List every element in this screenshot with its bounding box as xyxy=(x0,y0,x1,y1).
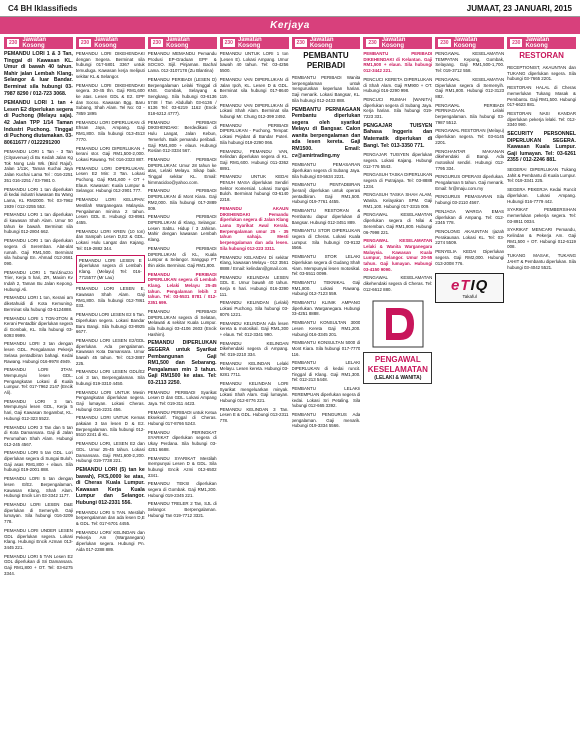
classified-ad: PEMANDU PERIBADI DIPERLUKAN segera di Selatan, Melawati & sekitar Kuala Lumpur. Sila hubungi 03-4106 2603 (Encik Hashim). xyxy=(147,308,217,337)
classified-ad: PEMANDU PERIBADI DIPERLUKAN di KL, Kuala Lumpur & Selangor. Sanggup FT thin aktiv. Berminat. Gaji RM1,800. xyxy=(147,245,217,268)
page-date: JUMAAT, 23 JANUARI, 2015 xyxy=(466,3,572,13)
classified-ad: PEMANDU KELANDAI Di sekitar Klang, kawasan Melayu - 012 3561 8888 / Email: kelindan@gmail.com. xyxy=(219,254,289,271)
column-header xyxy=(292,37,361,49)
classified-ad: PENGAWAL RESTORAN (Melayu) diperlukan segera. Tel: 03-6145 2201. xyxy=(435,128,505,145)
classified-ad: PENGAWAL KESELAMATAN TEMPATAN Kepong, Gombak, Selayang. Gaji RM1,500-1,700. Tel: 019-3712 558. xyxy=(435,51,505,74)
classified-ad: PEMANDU KELINDAN LESEN GDL E. Umur bawah 40 tahun. Kerja 6 hari. Hubungi 016-3390 111. xyxy=(219,274,289,297)
category-code: 230 xyxy=(9,40,18,46)
classified-ad: PEMANDU LORI DIPERLUKAN di Ehsan Jaya, Ampang. Gaji RM1,800. Sila hubungi 013-4513 7770. xyxy=(75,119,145,142)
classified-ad: PEMANDU PERIBADI DIPERLUKAN di Mont Kiara. Gaji RM2,000. Sila hubungi 017-2889 009. xyxy=(147,188,217,211)
classified-ad: PEMANDU KELINDAN Ada lesen kereta & motosikal. Gaji RM1,300 + elaun. Tel: 012-3341 990. xyxy=(219,320,289,337)
classified-column-2 xyxy=(76,37,145,733)
classified-ad: PEMANDU LORI 3 tan. Mempunyai lesen GDL, Kerja 5 hari, Gaji Kawasan Segambut, KL. Hubungi 012-323 5522. xyxy=(4,398,73,421)
classified-ad: RECEPTIONIST, AKAUNTAN dan TUKANG diperlukan segera. Sila hubungi 03-7665 2201. xyxy=(507,65,576,82)
classified-ad: PEMANDU LORI 1 tan diperlukan segera di Seremban. Alat-alat rumah. Gaji RM1,500. Berminat sila hubungi En. Ahmad 012-2661 090. xyxy=(4,238,73,266)
classified-ad: PEMANDU LORI UNDER LESEN GDL diperlukan segera. Lokasi Klang. Hubungi Encik Azman 013-3445 221. xyxy=(4,527,73,550)
category-title: Jawatan Kosong xyxy=(22,37,47,49)
classified-ad: PENOLONG AKAUNTAN Ijazah Perakaunan. Lokasi KL. Tel: 03-2274 5509. xyxy=(435,228,505,246)
classified-ad: SYARIKAT MENCARI Pemandu, Kelindan & Pekerja Am. Gaji RM1,500 + OT. Hubungi 012-6119 008. xyxy=(507,227,576,250)
column-header xyxy=(148,37,217,49)
classified-ad: PEMANDU LORI 3 tan dengan lesen GDL. Pengalaman Pekerja Selasa pentadbiran bahagi. Kedai Rawang. Hubungi 016-9978 4949. xyxy=(4,341,73,364)
classified-ad: SEGERA PEKERJA Kedai Runcit diperlukan. Lokasi Ampang. Hubungi 016-7779 442. xyxy=(507,187,576,204)
page-label: C4 BH Iklassifieds xyxy=(8,3,78,13)
category-title: Jawatan Kosong xyxy=(525,37,550,49)
column-header xyxy=(435,37,504,49)
classified-ad: PEMANDU LORI 3TAN. Mempunyai lesen GDL. Pengangkutan Lokasi di Kuala Lumpur. Tel: 017-7962 2147 (Encik Ali). xyxy=(4,367,73,396)
classified-ad: PEMANDU LORI 1 tan diperlukan di kawasan Shah Alam. Umur 50 tahun ke bawah. Berminat sila hubungi 012-2804 662. xyxy=(4,212,73,235)
classified-ad: PEMANDU LORI 3 Tan dan 5 tan di Kota Damansara. Gaji di Jalan Perumahan Shah Alam. Hubungi 012-245 4567. xyxy=(4,424,73,447)
category-title: Jawatan Kosong xyxy=(381,37,406,49)
classified-ad: PEMBANTU PERIBADI DIKEHENDAKI di Kelantan. Gaji RM1,500 + elaun. Sila hubungi 012-3442 221. xyxy=(363,51,433,74)
category-code: 230 xyxy=(296,40,305,46)
category-title: Jawatan Kosong xyxy=(166,37,190,49)
classified-ad: PEMANDU LORI 1 tan diperlukan di kedai industri kawasan Bu Wang Lama, KL RM2000. Tel: 03-7962 1939 / 012-2255 552. xyxy=(4,186,73,209)
classified-ad: PEMANDU LORI 1 & 3 Tan, Tinggal di Kawasan KL. Umur di bawah 40 tahun. Mahir jalan Lembah Klang, Selangor & luar Bandar. Berminat sila hubungi 03-7987 8290 / 012-723 3068. xyxy=(4,51,73,97)
classified-ad: PEMANDU PERIBADI untuk Ketua Eksekutif. Tinggal di Cheras. Hubungi 017-8766 5243. xyxy=(147,409,217,427)
classified-ad: PENGURUS OPERASI diperlukan. Pengalaman 5 tahun. Gaji menarik. Email: hr@maju.com.my xyxy=(435,174,505,191)
category-code: 230 xyxy=(368,40,377,46)
category-title: Jawatan Kosong xyxy=(94,37,118,49)
classified-ad: PEMANDU LORI DIPERLUKAN + kerani stor. Gaji RM1,500-2,000. Lokasi Rawang. Tel: 016-2323 887. xyxy=(75,145,145,162)
ad-list xyxy=(4,49,73,579)
classified-column-4 xyxy=(220,37,289,733)
classified-ad: PEMANDU MEMANDU Pemandu Produsi EP-Graduan EPF & SOCSO. Sijil. Pinjaman. Bachal Lama. 012-3107178 (Zu Blantina) xyxy=(147,51,217,74)
classified-ad: PEMANDU LORI LESEN D&E diperlukan di Semenyih. Gaji lumayan. Sila hubungi 016-3209 778. xyxy=(4,501,73,525)
classified-ad: PEMANDU LORI 5 tan dengan lesen E/E2. Berpengalaman. Kawasan Klang, Shah Alam. Hubungi Encik Lim 03-3342 1177. xyxy=(4,476,73,499)
classified-column-1 xyxy=(4,37,73,733)
classified-ad: PENGURUS PEMASARAN Sila hubungi 03-2110 4567. xyxy=(435,194,505,206)
classified-ad: PEMBANTU PERNIAGAAN Pembantu diperlukan segera oleh syarikat Melayu di Bangsar. Calon wanita berpengalaman dan ada lesen kereta. Gaji RM1500. Email: cv@amirtrading.my xyxy=(291,106,361,159)
etiq-logo xyxy=(439,277,500,294)
column-header xyxy=(363,37,432,49)
classified-ad: PENGAJAR TUISYEN Bahasa Inggeris dan Matematik diperlukan di Bangi. Tel: 013-3350 771. xyxy=(363,122,433,149)
column-header xyxy=(507,37,576,49)
classified-ad: PEMANDU, PEMANDU VAN, Kelindan diperlukan segera di KL. Gaji RM1,600. Hubungi 011-3362 8891. xyxy=(219,148,289,171)
classified-ad: PEMANDU LORI 5 TAN Lesen E2 GDL diperlukan di Sri Damansara. Gaji RM1,800 + OT. Tel: 03-6275 3344. xyxy=(4,553,73,576)
classified-ad: PEMANDU PERIBADI DIPERLUKAN di Klang, Selangor. Lesen Sabtu. Hidup / 3 Jahiran. Mahir dengan kawasan Lembah Klang. xyxy=(147,214,217,243)
category-code: 230 xyxy=(440,40,449,46)
classified-ad: PEMANDU AKAUN DIKEHENDAKI Pemandu diperlukan segera di Jalan Klang Lama Syarikat Awal Kerala. Berpengalaman umur 25 - 35 tahun sahaja. Mesti berpengalaman dan ada lesen. Sila hubungi 012-223 3311. xyxy=(219,205,289,251)
classified-ad: PEMANDU KELINDAN LORI Syarikat mengeluarkan minyak. Lokasi Shah Alam. Gaji lumayan. Hubungi 012-6776 221. xyxy=(219,380,289,403)
ad-list xyxy=(148,49,217,522)
column-header xyxy=(220,37,289,49)
classified-ad: PEMBANTU STOR DIPERLUKAN segera di Cheras. Lokasi Kuala Lumpur. Sila hubungi 03-9132 5566. xyxy=(291,228,361,251)
classified-ad: PEMANDU LORI DIKEHENDAKI segera. 30-45 thn. Gaji RM1,600 ke atas. Lesen GDL & E2. EPF dan Socso. Kawasan Bgg. Baru Subang, Shah Alam. Tel No: 03 - 7859 1895 xyxy=(75,82,145,117)
classified-ad: PEMANDU LORI LESEN E2 5 Tan. Diperlukan segera. Lokasi Bandar Baru Bangi. Sila hubungi 03-8925 6677. xyxy=(75,312,145,335)
classified-column-7 xyxy=(435,37,504,733)
pengawal-logo-icon xyxy=(372,300,424,348)
classified-ad: PEMBANTU PENTADBIRAN (kerani) diperlukan untuk operasi pentadbiran. Gaji RM1,500. Hubungi 019-7761 4455. xyxy=(291,182,361,205)
classified-ad: PEMANDU LORI 1 TON-3TON & Kerani Pentadbir diperlukan segera di Gombak, KL. Sila hubungi 03-6093 9999. xyxy=(4,315,73,338)
classified-ad: RESTORAN NASI KANDAR diperlukan pekerja lelaki. Tel: 012-3340 990. xyxy=(507,110,576,128)
classified-ad: PEMANDU PERIBADI DIPERLUKAN - Puchong. Tempat: Lokasi Pejabat di Bandar Puteri. Sila hubungi 019-2290 066. xyxy=(219,122,289,145)
classified-ad: PEMANDU TEKSI diperlukan segera di Gombak. Gaji RM1,200. Hubungi 019-2345 221. xyxy=(147,481,217,498)
classified-ad: PEMANDU LORI (5) tan ke bawah), FKS,0000 ke atas, di Cheras Kuala Lumpur. Kawasan Kerja Kuala Lumpur dan Selangor. Hubungi 012-2331 556. xyxy=(75,467,145,506)
pengawal-title: PENGAWAL KESELAMATAN xyxy=(367,354,428,374)
classified-ad: PEMBANTU PERIBADI Wanita berpengalaman untuk menguruskan keperluan harian. Gaji menarik. Lokasi Bangsar, KL. Sila hubungi 012-2433 888. xyxy=(291,75,361,103)
classified-ad: PEMANDU VAN DIPERLUKAN di Jalan Ipoh, KL. Lesen D & GDL. Berminat sila hubungi 017-8640 119. xyxy=(219,76,289,99)
classified-ad: PEMBANTU RESTORAN & Pembantu dapur diperlukan di Bangsar. Hubungi 012-3451 889. xyxy=(291,208,361,225)
etiq-advert xyxy=(435,273,504,303)
category-code: 230 xyxy=(152,40,162,46)
pengawal-banner xyxy=(363,352,432,384)
classified-ad: PENYELIA KEDAI Diperlukan segera. Gaji RM2,000. Hubungi 013-2008 776. xyxy=(435,249,505,266)
classified-ad: PENGASUH TASKA SHAH ALAM, Wanita. Kelayakan SPM. Gaji RM1,100. Hubungi 017-3315 009. xyxy=(363,192,433,209)
classified-ad: SECURITY PERSONNEL DIPERLUKAN SEGERA. Kawasan Kuala Lumpur. Gaji lumayan. Tel: 03-6261 2355 / 012-2246 881. xyxy=(507,131,576,164)
classified-ad: SYARIKAT PEMBERSIHAN memerlukan pekerja segera. Tel: 03-8911 0034. xyxy=(507,207,576,224)
category-title: Jawatan Kosong xyxy=(309,37,334,49)
classified-ad: PEMANDU DIPERLUKAN SEGERA untuk Syarikat Pembangunan Gaji RM1,500 dan Sebarang. Pengalaman min 3 tahun. Gaji RM1500 ke atas. Tel: 03-2113 2250. xyxy=(147,340,217,386)
classified-ad: PEMBANTU KONSULTAN 5000 di Mont Kiara. Sila hubungi 017-7770 116. xyxy=(291,340,361,357)
classified-ad: PEMANDU LORI DIPERLUKAN. Lesen E2 Min: 3 Tan. Lokasi Puchong. Gaji RM1,600 + OT + Elaun. Kawasan: Kuala Lumpur & Selangor. Hubungi 012-2901 777. xyxy=(75,165,145,194)
etiq-logo-b: IQ xyxy=(470,277,489,295)
category-code: 230 xyxy=(80,40,90,46)
classified-ad: PEMANDU LORI 1 ton, Kerani am diketahuidi di Kota Kemuning. Berminat sila hubungi 03-5124888. xyxy=(4,295,73,312)
classified-ad: PEMANDU LORI 1 Tan - 3 Tan (Cityavenue) di Bu Kedah Jalan Kg Tok Nong Lalo Wk. (Bird Rajul). Jalan 1/11K, Taman Kuchai Jaya Jalan Kuchai Lama Tel : 016-2251 351 016-2251 / 03-7981 0. xyxy=(4,149,73,183)
classified-ad: PEMANDU LORI KELUPAN: Mestilah Warganegara Malaysia. Pengalaman minima 2 tahun. Lesen GDL E. Hubungi 03-8961 4455. xyxy=(75,197,145,225)
classified-ad: PEMANDU PERIBADI DIPERLUKAN: Umur 28 tahun ke atas, Lelaki Melayu. Sikap baik. Tinggal sekitar KL. Email: himmacidoo@yahoo.com. xyxy=(147,156,217,185)
classified-ad: PEMANDU PERIBADI DIKEHENDAKI: Berdedikasi di Hulu Langat, Jalan Kebun, Temerloh. Baik pemandu peribadi. Gaji RM1,800 + elaun. Hubungi Roslan 012-3334 567. xyxy=(147,119,217,154)
classified-ad: PEMANDU KELINDAN (Lelaki) Lokasi Puchong. Sila hubungi 03-8076 1221. xyxy=(219,300,289,317)
classified-ad: PEMANDU PERIBADI (LESEN D) Berpengalaman Lelaki Tinggal di KNS. Gombak, Selayang & Sengkang. Sila hubungi 03-6136 5748 / Tan Abdullah 03-6136 / 6136 Tel: 03-6219 1162 (Encik 018-6212 4777). xyxy=(147,76,217,117)
classified-ad: PEMANDU LORI LESEN GDL/E2 Lori 3 tan, Berpengalaman. Sila hubungi 019-3310 4450. xyxy=(75,369,145,386)
classified-ad: PEMBANTU KLINIK AMPANG diperlukan. Warganegara. Hubungi 03-4251 8888. xyxy=(291,300,361,317)
classified-ad: PENCUCI RUMAH (WANITA) diperlukan segera di Subang Jaya. Kerja harian. Sila hubungi 019-7223 331. xyxy=(363,96,433,120)
category-subheading: RESTORAN xyxy=(519,51,564,60)
classified-ad: PEMBANTU LELAKI/ PEREMPUAN diperlukan segera di kedai. Lokasi Sri Petaling. Sila hubungi 012-665 3392. xyxy=(291,386,361,409)
classified-ad: PEMANDU VAN DIPERLUKAN di Lokasi Shah Alam. Berminat sila hubungi Mr. Chung 012-399 2492. xyxy=(219,102,289,120)
classified-ad: PEMANDU SYARIKAT Mestilah mempunyai Lesen D & GDL. Sila hubungi Encik Azmi 012-6502 3341. xyxy=(147,455,217,478)
pengawal-subtitle: (LELAKI & WANITA) xyxy=(374,374,422,381)
classified-column-3 xyxy=(148,37,217,733)
classified-ad: PEMANDU LORI UNTUK Kemas pakaian 3 tan lesen D & E2. Berpengalaman. Sila hubungi 012-5510 2241 di KL. xyxy=(75,415,145,438)
category-subheading: PEMBANTU PERIBADI xyxy=(303,51,349,70)
classified-ad: PEMBANTU LELAKI DIPERLUKAN di kedai runcit. Tinggal di Klang. Gaji RM1,300. Tel: 012-213 5448. xyxy=(291,360,361,383)
classified-ad: TUKANG MASAK, TUKANG JAHIT & Pembantu diperlukan. Sila hubungi 03-4042 5521. xyxy=(507,253,576,270)
etiq-logo-a: eT xyxy=(451,277,471,295)
classified-ad: PEMBANTU TEKNIKAL Gaji RM1,800. Lokasi Rawang. Hubungi 012-7123 559. xyxy=(291,279,361,297)
classified-ad: PEMBANTU KONSULTAN 3000 Lesen Kereta Gaji RM1,200. Hubungi 016-3345 201. xyxy=(291,320,361,337)
classified-ad: PEMANDU TRELER 2 Tan, SJL di Selangor. Berpengalaman. Hubungi Tan 019-7712 3321. xyxy=(147,501,217,518)
classified-ad: PENGAWAL PERIBADI PERNIAGAAN. Lelaki berpengalaman. Sila hubungi 03-7987 5512. xyxy=(435,102,505,125)
classified-ad: PENGAWAL KESELAMATAN Diperlukan segera di Semenyih. Gaji RM1,800. Hubungi 012-3123 882. xyxy=(435,76,505,99)
classified-ad: PENGAJAR TUISYEN diperlukan segera. Lokasi Kajang. Hubungi 012-776 5543. xyxy=(363,152,433,169)
classified-ad: PEMANDU LORI KREN (10 ton) dan Sampah Lesen D,E2 & GDL. Lokasi Hulu Langat dan Kajang. Tel: 019-2882 344. xyxy=(75,228,145,251)
ad-list xyxy=(435,49,504,269)
classified-ad: PEMANDU LORI/ KELINDAN dan Pekerja Am (Warganegara) diperlukan segera. Hubungi Pn. Aida 017-2288 889. xyxy=(75,529,145,552)
classified-ad: PEMANDU UNTUK LORI 1 ton (Lesen E). Lokasi Ampang. Umur bawah 40 tahun. Tel: 03-4256 5500. xyxy=(219,51,289,74)
classified-columns xyxy=(0,34,580,733)
section-title: Kerjaya xyxy=(0,17,580,34)
classified-column-6 xyxy=(363,37,432,733)
classified-ad: PEMANDU LORI 1 Tan/Jinuzzo Trier, Kerja 5 hari, ZR, Maxim Kv Indah 2, Taman Bu Jalan Kepong. Hubungi Ali. xyxy=(4,269,73,292)
page-header xyxy=(0,0,580,17)
classified-column-5 xyxy=(292,37,361,733)
classified-ad: PENGAWAL KESELAMATAN Lelaki & Wanita Warganegara Malaysia. Kawasan Kuala Lumpur, Selangor. Umur 20-55 tahun. Gaji lumayan. Hubungi 03-4150 9090. xyxy=(363,238,433,272)
classified-ad: PEMANDU KELINDAN Dikehendaki segera di Ampang. Tel: 019-2210 334. xyxy=(219,340,289,358)
classified-ad: PEMBANTU PEMASARAN diperlukan segera di Subang Jaya. Sila hubungi 03-5634 2221. xyxy=(291,162,361,179)
classified-ad: PEMBANTU STOR LELAKI Diperlukan segera di Gudang Shah Alam. Mempunyai lesen motosikal. Tel: 03-5511 0099. xyxy=(291,254,361,277)
classified-ad: PENJAGA WARGA EMAS diperlukan di Ampang. Tel: 012-2345 778. xyxy=(435,208,505,226)
classified-ad: PEMANDU LORI LESEN E, Kawasan Shah Alam. Gaji RM1,800. Sila hubungi 012-7861 033. xyxy=(75,286,145,309)
classified-ad: PEMANDU LORI LESEN E diperlukan segera di Lembah Klang. (Melayu) Tel: 016-7715577 (Mr Lau) xyxy=(76,255,145,284)
classified-ad: PEMANDU LORI DIKEHENDAKI dengan Segera. Berminat sila hubungi 017-5801 3367 untuk temuduga. Kawasan kerja meliputi sekitar KL & Selangor. xyxy=(75,51,145,79)
classified-ad: PENGAWAL KESELAMATAN diperlukan segera di Nilai & Seremban. Gaji RM1,800. Hubungi 06-7998 221. xyxy=(363,212,433,235)
classified-ad: PEMANDU UNTUK KEDAI PENUH MASA diperlukan Sendiri Sektor Komersial. Lokasi Sungai Buloh. Berminat hubungi 03-6140 2218. xyxy=(219,174,289,203)
category-code: 230 xyxy=(512,40,521,46)
classified-ad: PENCUCI KERETA DIPERLUKAN di Shah Alam. Gaji RM900 + OT. Hubungi 016-2290 998. xyxy=(363,76,433,94)
ad-list xyxy=(76,49,145,555)
classified-ad: RESTORAN HALAL di Cheras memerlukan Tukang Masak & Pembantu. Gaji RM1,500. Hubungi 017-6623 881. xyxy=(507,85,576,108)
classified-ad: PEMANDU PERIBADI DIPERLUKAN segera di Lembah Klang. Lelaki Melayu 25-45 tahun. Pengalaman lebih 2 tahun. Tel: 03-5531 8781 / 012-2351 699. xyxy=(147,271,217,306)
classified-ad: PEMANDU LORI UNTUK Mesin Pengangkutan diperlukan segera. Gaji lumayan. Lokasi Cheras. Hubungi 016-2231 456. xyxy=(75,389,145,412)
classified-ad: PENGHANTAR MAKANAN dikehendaki di Bangi. Ada motosikal sendiri. Hubungi 012-7795 334. xyxy=(435,148,505,171)
classified-ad: SEGERA! DIPERLUKAN Tukang Jahit & Pembantu di Kuala Lumpur. Tel: 019-3341 225. xyxy=(507,167,576,184)
category-code: 230 xyxy=(224,40,233,46)
category-title: Jawatan Kosong xyxy=(453,37,478,49)
category-title: Jawatan Kosong xyxy=(237,37,262,49)
ad-list xyxy=(363,49,432,296)
ad-list xyxy=(507,63,576,273)
ad-list xyxy=(292,73,361,432)
classified-ad: PEMANDU PERIBADI Syarikat Lesen D dan GDL. Lokasi Ampang Jaya. Tel: 019-311 4423. xyxy=(147,389,217,406)
column-header xyxy=(4,37,73,49)
classified-ad: PEMANDU LORI, LESEN E2 dan GDL. Umur 25-45 tahun. Lokasi Damansara. Gaji RM1,600-2,200. Hubungi 019-7738 221. xyxy=(75,441,145,464)
classified-ad: PENGAWAL KESELAMATAN dikehendaki segera di Cheras. Tel: 012-6612 880. xyxy=(363,275,433,292)
classified-ad: PEMANDU KELINDAN 3 Tan. Lesen E & GDL. Hubungi 013-2311 778. xyxy=(219,406,289,424)
ad-list xyxy=(220,49,289,427)
column-header xyxy=(76,37,145,49)
classified-ad: PEMANDU LORI 1 tan + Lesen E2 diperlukan segera di Puchong (Melayu saja). 42 Jalan TPP 1/14 Taman Industri Puchong. Tinggal di Puchong diutamakan. 03-80611677 / 0122291200 xyxy=(4,100,73,146)
etiq-tag: Takaful xyxy=(462,294,477,300)
classified-ad: PEMANDU KELINDAN Lelaki Melayu. Lesen kereta. Hubungi 03-9281 7711. xyxy=(219,360,289,378)
classified-ad: PEMBANTU PENGURUS Ada pengalaman. Gaji menarik. Hubungi 019-3334 5566. xyxy=(291,411,361,429)
classified-ad: PEMANDU PERINGKAT SYARIKAT diperlukan segera di Ukay Perdana. Sila hubungi 03-4251 6688. xyxy=(147,429,217,452)
classified-ad: PENGASUH TASKA DIPERLUKAN segera di Putrajaya. Tel: 03-8888 1234. xyxy=(363,172,433,189)
classified-ad: PEMANDU LORI 5 tan GDL. Lori diperlukan segera di Sungai Buloh. Gaji asas RM1,800 + elaun. Sila hubungi 019-2001 888. xyxy=(4,450,73,473)
classified-ad: PEMANDU LORI 5 TAN. Mestilah berpengalaman dan ada lesen D,E & GDL. Tel: 017-6701 4455. xyxy=(75,509,145,526)
classified-ad: PEMANDU LORI LESEN E2/GDL diperlukan. Ada pengalaman. Kawasan Kota Damansara. Umur bawah 45 tahun. Tel: 013-3887 225. xyxy=(75,337,145,366)
classified-column-8 xyxy=(507,37,576,733)
